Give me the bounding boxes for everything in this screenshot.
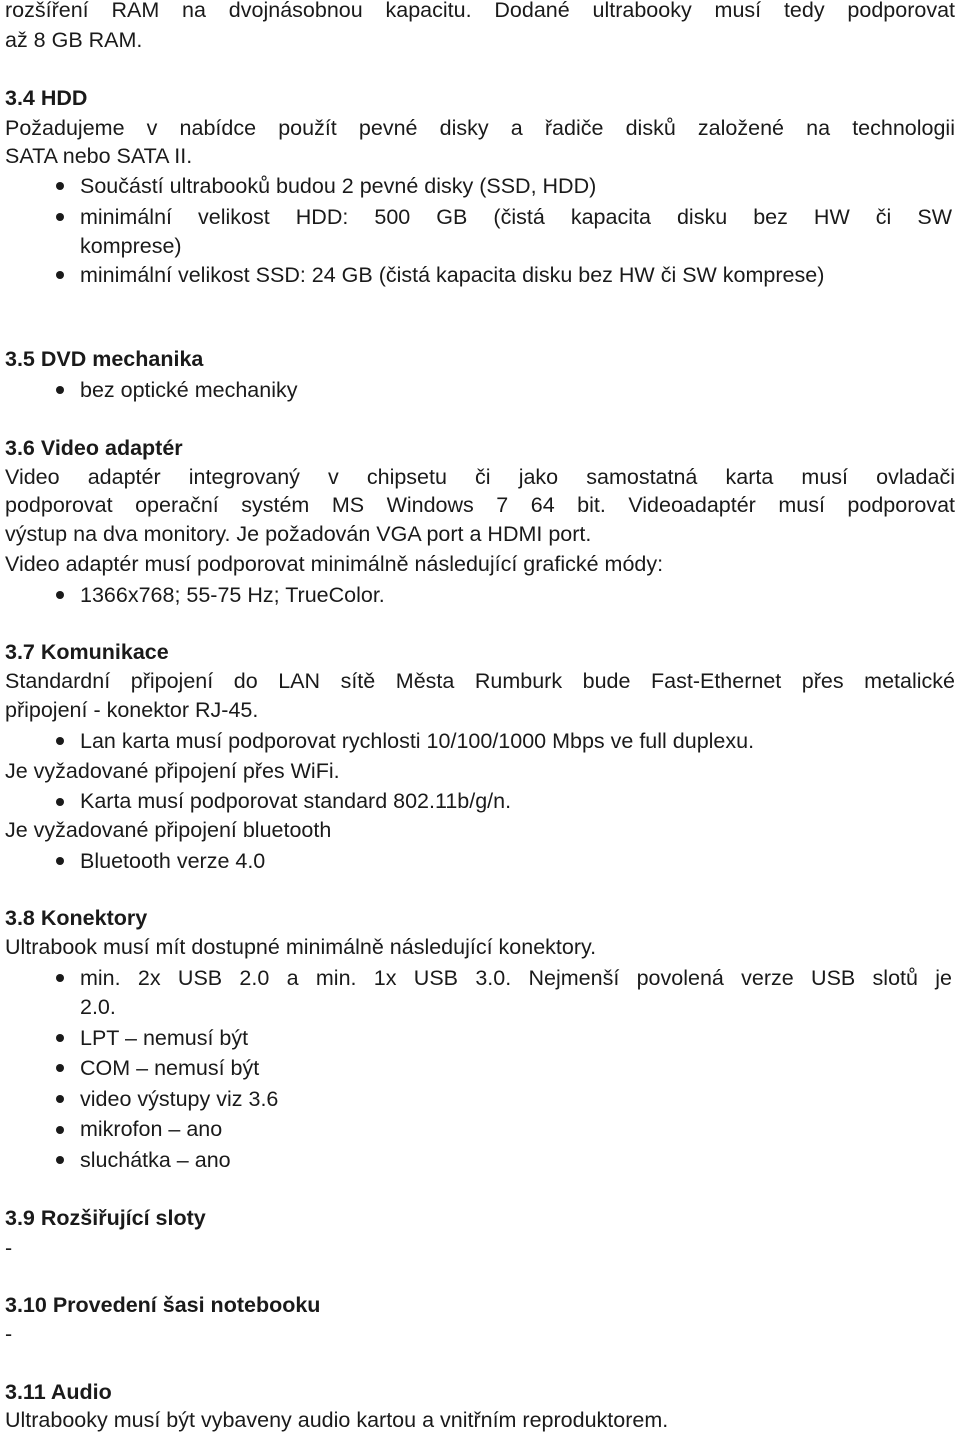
- section-heading-3-10: 3.10 Provedení šasi notebooku: [5, 1293, 321, 1317]
- paragraph-line: podporovat operační systém MS Windows 7 64 bit. Videoadaptér musí podporovat: [5, 493, 955, 517]
- paragraph-line: Standardní připojení do LAN sítě Města Rumburk bude Fast-Ethernet přes metalické: [5, 669, 955, 693]
- bullet-icon: [56, 182, 64, 190]
- list-item: sluchátka – ano: [80, 1148, 231, 1172]
- list-item: min. 2x USB 2.0 a min. 1x USB 3.0. Nejmenší povolená verze USB slotů je: [80, 966, 952, 990]
- bullet-icon: [56, 1126, 64, 1134]
- list-item: 1366x768; 55-75 Hz; TrueColor.: [80, 583, 385, 607]
- bullet-icon: [56, 1156, 64, 1164]
- paragraph-line: Ultrabooky musí být vybaveny audio kartou a vnitřním reproduktorem.: [5, 1408, 669, 1432]
- section-heading-3-5: 3.5 DVD mechanika: [5, 347, 204, 371]
- section-heading-3-8: 3.8 Konektory: [5, 906, 148, 930]
- section-heading-3-4: 3.4 HDD: [5, 86, 88, 110]
- paragraph-line: připojení - konektor RJ-45.: [5, 698, 259, 722]
- bullet-icon: [56, 974, 64, 982]
- list-item: COM – nemusí být: [80, 1056, 260, 1080]
- section-heading-3-9: 3.9 Rozšiřující sloty: [5, 1206, 206, 1230]
- paragraph-line: Je vyžadované připojení přes WiFi.: [5, 759, 340, 783]
- bullet-icon: [56, 1034, 64, 1042]
- bullet-icon: [56, 798, 64, 806]
- bullet-icon: [56, 1064, 64, 1072]
- bullet-icon: [56, 386, 64, 394]
- bullet-icon: [56, 271, 64, 279]
- paragraph-line: Požadujeme v nabídce použít pevné disky a řadiče disků založené na technologii: [5, 116, 955, 140]
- placeholder-dash: -: [5, 1322, 13, 1346]
- list-item: video výstupy viz 3.6: [80, 1087, 279, 1111]
- list-item-continuation: komprese): [80, 234, 182, 258]
- list-item: Součástí ultrabooků budou 2 pevné disky (SSD, HDD): [80, 174, 597, 198]
- paragraph-line: Ultrabook musí mít dostupné minimálně následující konektory.: [5, 935, 597, 959]
- section-heading-3-6: 3.6 Video adaptér: [5, 436, 183, 460]
- paragraph-line: SATA nebo SATA II.: [5, 144, 193, 168]
- bullet-icon: [56, 737, 64, 745]
- bullet-icon: [56, 1095, 64, 1103]
- placeholder-dash: -: [5, 1236, 13, 1260]
- paragraph-line: rozšíření RAM na dvojnásobnou kapacitu. Dodané ultrabooky musí tedy podporovat: [5, 0, 955, 22]
- list-item: Karta musí podporovat standard 802.11b/g/n.: [80, 789, 512, 813]
- paragraph-line: výstup na dva monitory. Je požadován VGA port a HDMI port.: [5, 522, 592, 546]
- bullet-icon: [56, 213, 64, 221]
- list-item: minimální velikost HDD: 500 GB (čistá kapacita disku bez HW či SW: [80, 205, 952, 229]
- paragraph-line: až 8 GB RAM.: [5, 28, 143, 52]
- list-item: mikrofon – ano: [80, 1117, 223, 1141]
- list-item: Lan karta musí podporovat rychlosti 10/100/1000 Mbps ve full duplexu.: [80, 729, 755, 753]
- section-heading-3-7: 3.7 Komunikace: [5, 640, 169, 664]
- list-item-continuation: 2.0.: [80, 995, 116, 1019]
- paragraph-line: Video adaptér integrovaný v chipsetu či jako samostatná karta musí ovladači: [5, 465, 955, 489]
- list-item: Bluetooth verze 4.0: [80, 849, 266, 873]
- section-heading-3-11: 3.11 Audio: [5, 1380, 112, 1404]
- paragraph-line: Je vyžadované připojení bluetooth: [5, 818, 332, 842]
- list-item: minimální velikost SSD: 24 GB (čistá kapacita disku bez HW či SW komprese): [80, 263, 825, 287]
- bullet-icon: [56, 857, 64, 865]
- bullet-icon: [56, 591, 64, 599]
- list-item: LPT – nemusí být: [80, 1026, 249, 1050]
- list-item: bez optické mechaniky: [80, 378, 298, 402]
- paragraph-line: Video adaptér musí podporovat minimálně následující grafické módy:: [5, 552, 664, 576]
